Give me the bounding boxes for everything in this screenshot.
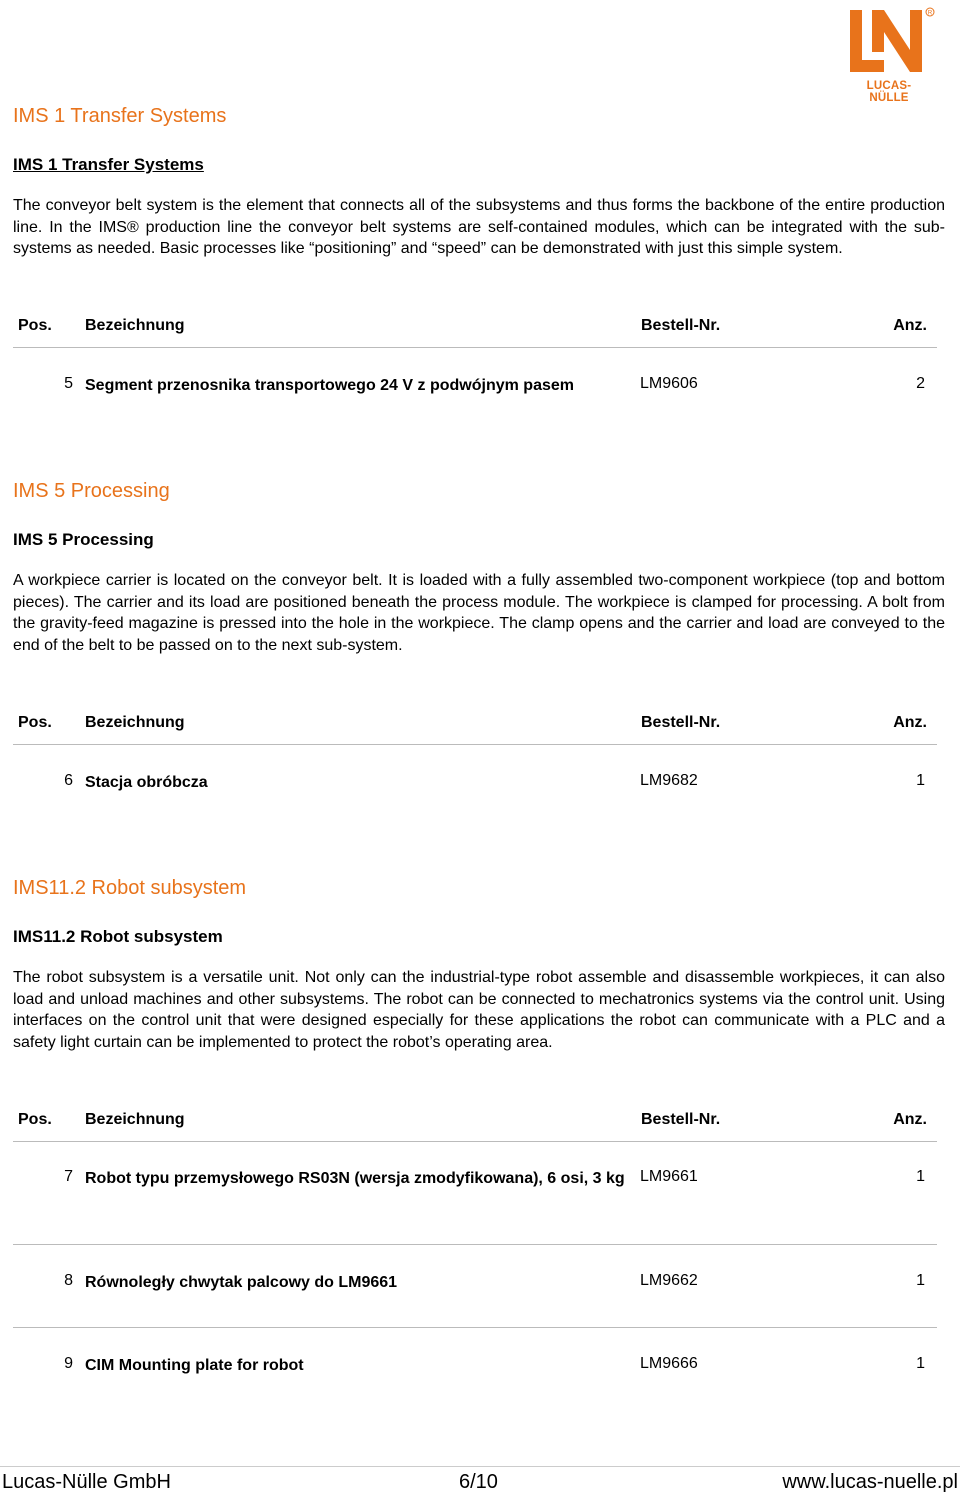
header-rule <box>13 347 937 348</box>
row-name: Robot typu przemysłowego RS03N (wersja zmodyfikowana), 6 osi, 3 kg <box>85 1170 625 1187</box>
ln-logo-icon <box>848 4 938 82</box>
row-name: Stacja obróbcza <box>85 774 208 791</box>
row-name: Segment przenosnika transportowego 24 V z podwójnym pasem <box>85 377 574 394</box>
header-order-no: Bestell-Nr. <box>641 714 721 731</box>
row-qty: 2 <box>916 375 925 392</box>
section-title: IMS 5 Processing <box>13 480 170 502</box>
row-order-no: LM9606 <box>640 375 698 392</box>
row-name: Równoległy chwytak palcowy do LM9661 <box>85 1274 398 1291</box>
page-footer <box>0 1466 960 1494</box>
header-name: Bezeichnung <box>85 317 185 334</box>
row-order-no: LM9682 <box>640 772 698 789</box>
lucas-nuelle-logo <box>848 4 938 104</box>
row-qty: 1 <box>916 772 925 789</box>
header-order-no: Bestell-Nr. <box>641 1111 721 1128</box>
logo-wordmark: LUCAS-NÜLLE <box>866 80 912 104</box>
section-subtitle: IMS11.2 Robot subsystem <box>13 927 223 946</box>
header-pos: Pos. <box>18 1111 52 1128</box>
row-qty: 1 <box>916 1168 925 1185</box>
row-pos: 8 <box>64 1272 73 1289</box>
header-name: Bezeichnung <box>85 1111 185 1128</box>
section-subtitle: IMS 5 Processing <box>13 530 154 549</box>
footer-website-link[interactable]: www.lucas-nuelle.pl <box>782 1471 958 1493</box>
section-description: The conveyor belt system is the element that connects all of the subsystems and thus forms the backbone of the entire production line. In the IMS® production line the conveyor belt systems are self-contained modules, which can be integrated with the sub-systems as needed. Basic processes like “positioning” and “speed” can be demonstrated with just this simple system. <box>13 197 945 258</box>
header-qty: Anz. <box>893 1111 927 1128</box>
row-rule <box>13 1244 937 1245</box>
header-rule <box>13 744 937 745</box>
header-qty: Anz. <box>893 317 927 334</box>
header-rule <box>13 1141 937 1142</box>
section-title: IMS 1 Transfer Systems <box>13 105 227 127</box>
footer-page-number: 6/10 <box>459 1471 498 1493</box>
row-pos: 5 <box>64 375 73 392</box>
header-order-no: Bestell-Nr. <box>641 317 721 334</box>
footer-company: Lucas-Nülle GmbH <box>2 1471 171 1493</box>
header-qty: Anz. <box>893 714 927 731</box>
header-pos: Pos. <box>18 714 52 731</box>
row-qty: 1 <box>916 1355 925 1372</box>
section-title: IMS11.2 Robot subsystem <box>13 877 247 899</box>
header-name: Bezeichnung <box>85 714 185 731</box>
row-pos: 7 <box>64 1168 73 1185</box>
row-name: CIM Mounting plate for robot <box>85 1357 304 1374</box>
svg-text:R: R <box>927 10 933 17</box>
row-order-no: LM9661 <box>640 1168 698 1185</box>
section-description: A workpiece carrier is located on the conveyor belt. It is loaded with a fully assembled two-component workpiece (top and bottom pieces). The carrier and its load are positioned beneath the process module. The workpiece is clamped for processing. A bolt from the gravity-feed magazine is pressed into the hole in the workpiece. The clamp opens and the carrier and load are conveyed to the end of the belt to be passed on to the next sub-system. <box>13 572 945 655</box>
section-subtitle: IMS 1 Transfer Systems <box>13 155 204 174</box>
header-pos: Pos. <box>18 317 52 334</box>
section-description: The robot subsystem is a versatile unit. Not only can the industrial-type robot assemble and disassemble workpieces, it can also load and unload machines and other subsystems. The robot can be connected to mechatronics systems via the control unit. Using interfaces on the control unit that were designed especially for these applications the robot can communicate with a PLC and a safety light curtain can be implemented to protect the robot’s operating area. <box>13 969 945 1052</box>
row-pos: 6 <box>64 772 73 789</box>
row-pos: 9 <box>64 1355 73 1372</box>
row-rule <box>13 1327 937 1328</box>
row-qty: 1 <box>916 1272 925 1289</box>
row-order-no: LM9666 <box>640 1355 698 1372</box>
row-order-no: LM9662 <box>640 1272 698 1289</box>
